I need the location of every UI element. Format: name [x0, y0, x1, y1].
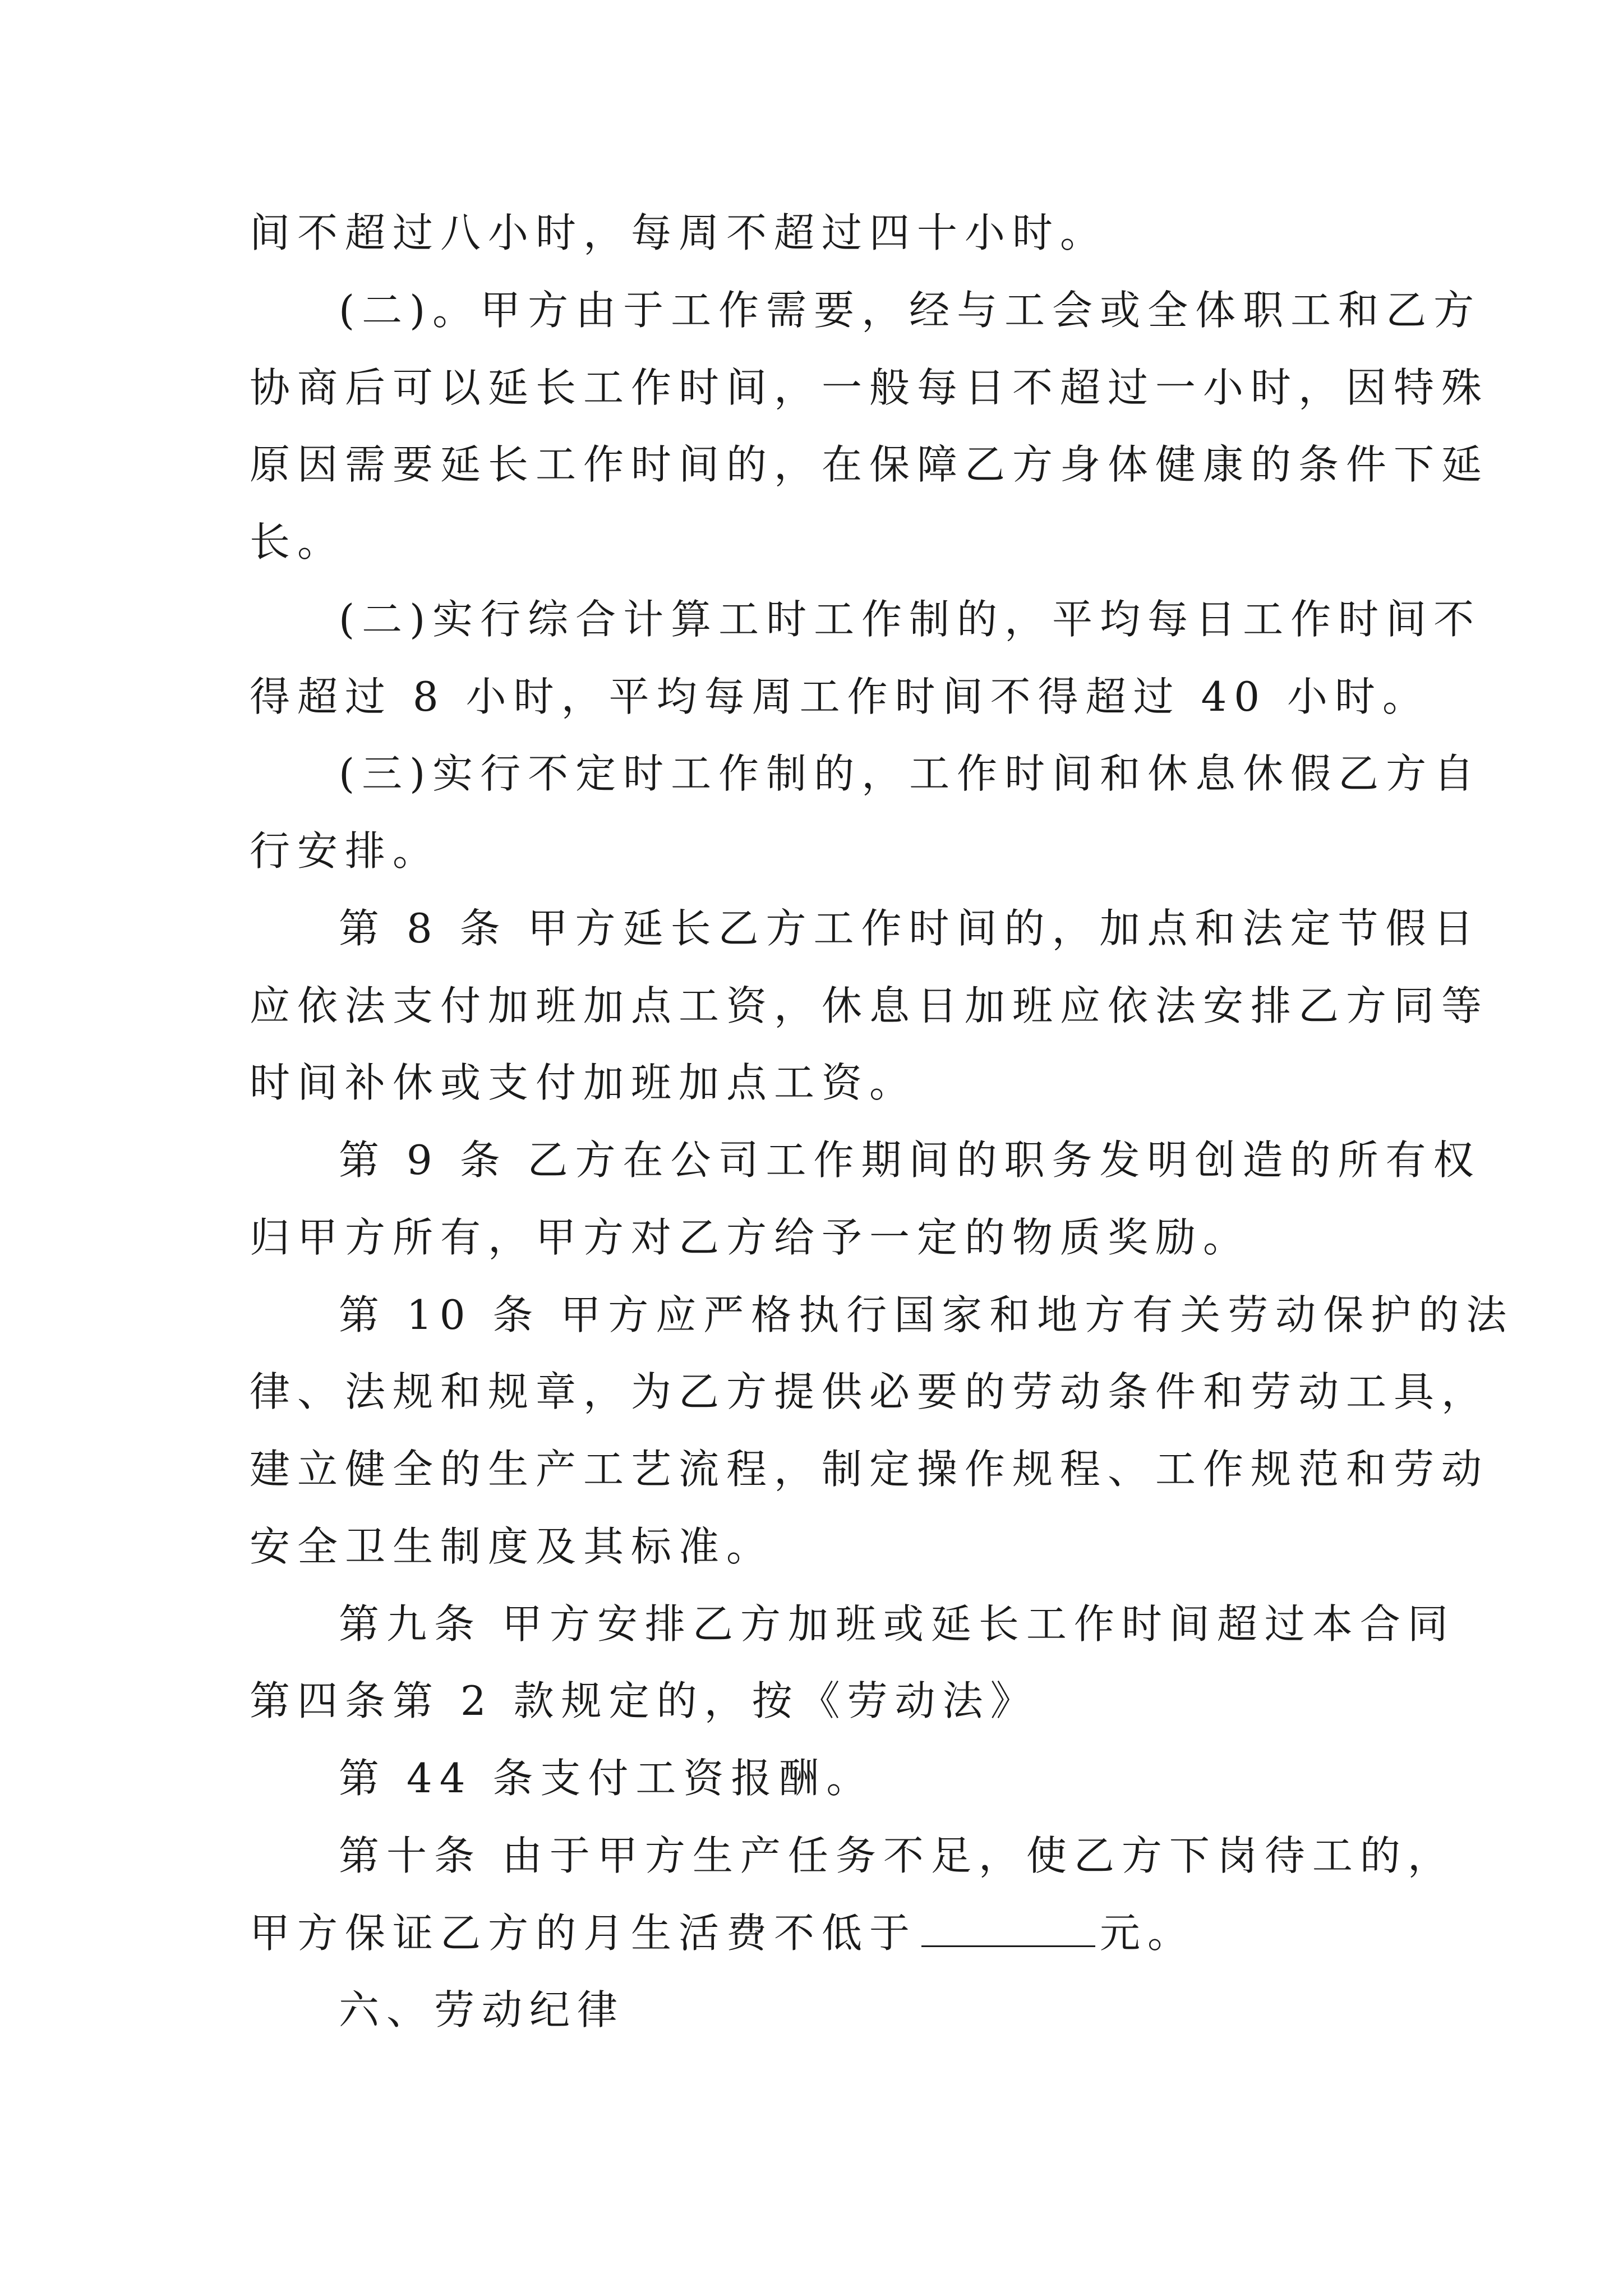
- text-line: 安全卫生制度及其标准。: [250, 1523, 774, 1570]
- text-line: (二)。甲方由于工作需要，经与工会或全体职工和乙方: [339, 287, 1482, 334]
- text-line: (三)实行不定时工作制的，工作时间和休息休假乙方自: [339, 750, 1482, 797]
- text-line: 第 8 条 甲方延长乙方工作时间的，加点和法定节假日: [339, 905, 1481, 952]
- text-line: 协商后可以延长工作时间，一般每日不超过一小时，因特殊: [250, 364, 1490, 411]
- text-line: 间不超过八小时，每周不超过四十小时。: [250, 209, 1108, 256]
- text-line: 第九条 甲方安排乙方加班或延长工作时间超过本合同: [339, 1600, 1455, 1648]
- text-line: 第四条第 2 款规定的，按《劳动法》: [250, 1677, 1038, 1724]
- text-line: 归甲方所有，甲方对乙方给予一定的物质奖励。: [250, 1214, 1251, 1261]
- text-line: 律、法规和规章，为乙方提供必要的劳动条件和劳动工具，: [250, 1368, 1490, 1415]
- text-line: 原因需要延长工作时间的，在保障乙方身体健康的条件下延: [250, 441, 1490, 488]
- subsistence-text-before: 甲方保证乙方的月生活费不低于: [250, 1910, 917, 1957]
- amount-blank: [921, 1912, 1095, 1947]
- text-line: 得超过 8 小时，平均每周工作时间不得超过 40 小时。: [250, 673, 1430, 720]
- text-line: 应依法支付加班加点工资，休息日加班应依法安排乙方同等: [250, 982, 1490, 1029]
- section-heading: 六、劳动纪律: [339, 1986, 625, 2033]
- text-line: 长。: [250, 518, 345, 565]
- subsistence-text-after: 元。: [1100, 1910, 1196, 1957]
- text-line: 时间补休或支付加班加点工资。: [250, 1059, 917, 1106]
- text-line: 建立健全的生产工艺流程，制定操作规程、工作规范和劳动: [250, 1446, 1490, 1493]
- subsistence-line: [250, 1908, 1195, 1958]
- text-line: 第十条 由于甲方生产任务不足，使乙方下岗待工的，: [339, 1832, 1455, 1879]
- text-line: 行安排。: [250, 827, 441, 875]
- text-line: (二)实行综合计算工时工作制的，平均每日工作时间不: [339, 596, 1482, 643]
- text-line: 第 10 条 甲方应严格执行国家和地方有关劳动保护的法: [339, 1291, 1514, 1338]
- text-line: 第 9 条 乙方在公司工作期间的职务发明创造的所有权: [339, 1137, 1481, 1184]
- text-line: 第 44 条支付工资报酬。: [339, 1755, 874, 1802]
